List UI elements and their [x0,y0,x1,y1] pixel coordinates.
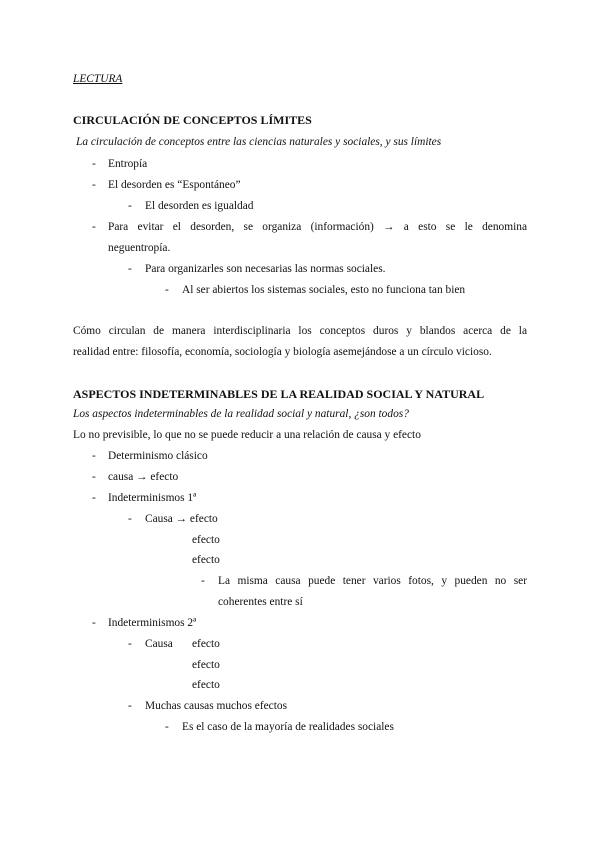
section2-title: ASPECTOS INDETERMINABLES DE LA REALIDAD SOCIAL Y NATURAL [73,387,485,401]
s1-bullet-organiza-line2: neguentropía. [108,242,171,254]
s2-indet2-efecto: efecto [192,679,220,691]
s1-bullet-desorden: El desorden es “Espontáneo” [108,179,241,191]
s1-subbullet-normas: Para organizarles son necesarias las normas sociales. [145,263,386,275]
dash-marker: - [92,158,96,170]
dash-marker: - [165,284,169,296]
dash-marker: - [92,450,96,462]
s2-indet1-efecto: efecto [192,554,220,566]
s1-subsubbullet-abiertos: Al ser abiertos los sistemas sociales, esto no funciona tan bien [182,284,466,296]
s2-indet2-muchas-causas: Muchas causas muchos efectos [145,700,288,712]
s2-indet2-mayoria: Es el caso de la mayoría de realidades sociales [182,721,394,733]
section2-subtitle: Los aspectos indeterminables de la realidad social y natural, ¿son todos? [73,408,409,420]
s2-intro: Lo no previsible, lo que no se puede reducir a una relación de causa y efecto [73,429,421,441]
dash-marker: - [92,221,96,233]
s2-indet1-efecto: efecto [192,534,220,546]
s2-indet2-efecto: efecto [192,638,220,650]
dash-marker: - [92,471,96,483]
dash-marker: - [128,638,132,650]
dash-marker: - [92,492,96,504]
s2-indet2-efecto: efecto [192,659,220,671]
s2-indet2-causa: Causa [145,638,173,650]
s1-subbullet-igualdad: El desorden es igualdad [145,200,254,212]
dash-marker: - [201,575,205,587]
dash-marker: - [92,179,96,191]
dash-marker: - [92,617,96,629]
s2-bullet-determinismo: Determinismo clásico [108,450,208,462]
s1-paragraph-line1: Cómo circulan de manera interdisciplinaria los conceptos duros y blandos acerca de la [73,325,527,337]
s1-bullet-entropia: Entropía [108,158,148,170]
section1-title: CIRCULACIÓN DE CONCEPTOS LÍMITES [73,113,312,127]
dash-marker: - [128,513,132,525]
s2-indet1-causa: Causa → efecto [145,513,218,525]
s1-paragraph-line2: realidad entre: filosofía, economía, sociología y biología asemejándose a un círculo vicioso. [73,346,492,358]
s2-bullet-causa-efecto: causa → efecto [108,471,179,483]
s2-bullet-indet2: Indeterminismos 2ª [108,617,197,629]
dash-marker: - [128,700,132,712]
section1-subtitle: La circulación de conceptos entre las ciencias naturales y sociales, y sus límites [76,136,442,148]
dash-marker: - [128,263,132,275]
s2-indet1-misma-causa-line2: coherentes entre sí [218,596,303,608]
dash-marker: - [128,200,132,212]
s1-bullet-organiza-line1: Para evitar el desorden, se organiza (información) → a esto se le denomina [108,221,527,233]
s2-bullet-indet1: Indeterminismos 1ª [108,492,197,504]
s2-indet1-misma-causa-line1: La misma causa puede tener varios fotos, y pueden no ser [218,575,527,587]
lectura-heading: LECTURA [73,73,123,85]
dash-marker: - [165,721,169,733]
